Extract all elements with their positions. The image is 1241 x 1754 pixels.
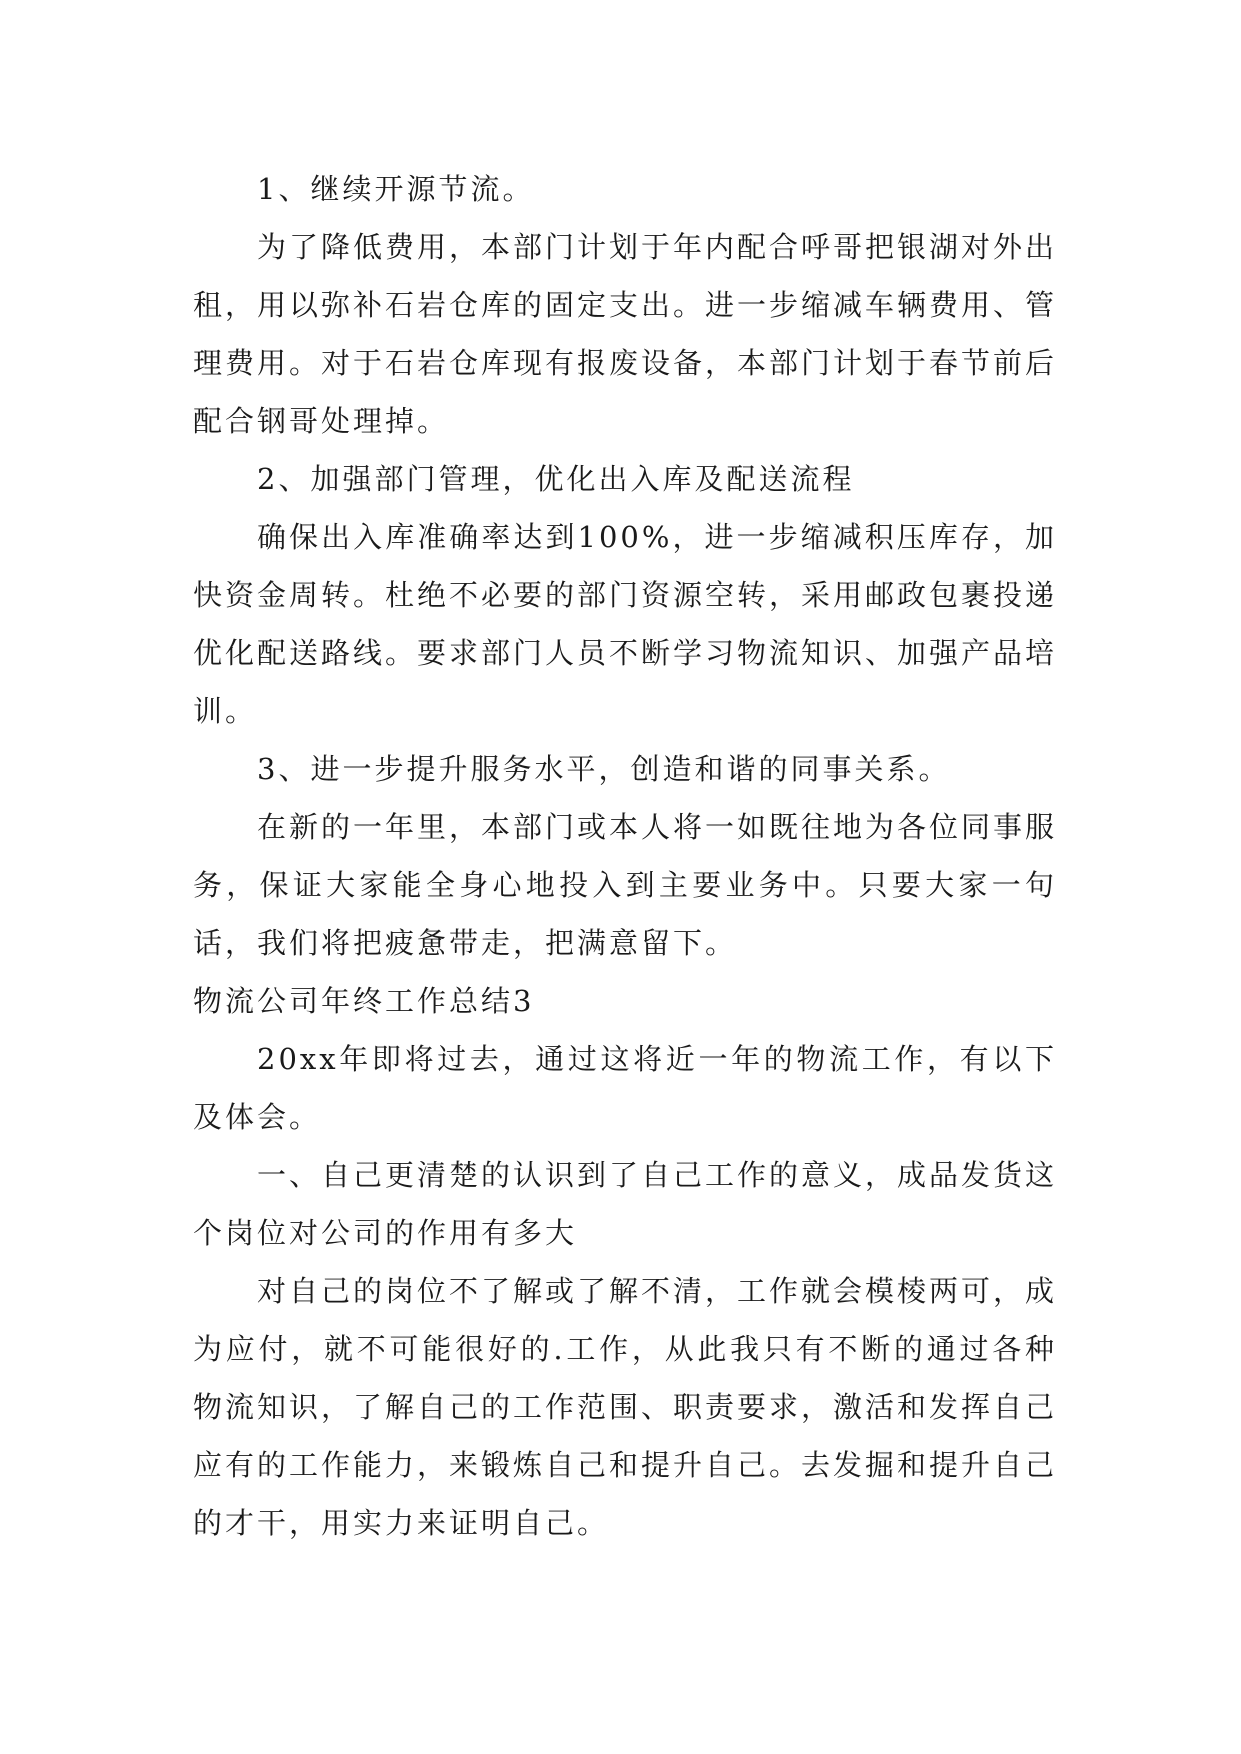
paragraph-point-one: 一、自己更清楚的认识到了自己工作的意义，成品发货这个岗位对公司的作用有多大 xyxy=(193,1158,1058,1250)
document-body xyxy=(193,160,1057,1552)
paragraph-service: 在新的一年里，本部门或本人将一如既往地为各位同事服务，保证大家能全身心地投入到主要业务中。只要大家一句话，我们将把疲惫带走，把满意留下。 xyxy=(193,810,1058,960)
paragraph-self-improvement: 对自己的岗位不了解或了解不清，工作就会模棱两可，成为应付，就不可能很好的.工作，从此我只有不断的通过各种物流知识，了解自己的工作范围、职责要求，激活和发挥自己应有的工作能力，来锻炼自己和提升自己。去发掘和提升自己的才干，用实力来证明自己。 xyxy=(193,1274,1058,1540)
list-item-2: 2、加强部门管理，优化出入库及配送流程 xyxy=(257,462,855,496)
paragraph-intro: 20xx年即将过去，通过这将近一年的物流工作，有以下及体会。 xyxy=(193,1042,1057,1134)
list-item-1: 1、继续开源节流。 xyxy=(257,172,535,206)
paragraph-warehouse-management: 确保出入库准确率达到100%，进一步缩减积压库存，加快资金周转。杜绝不必要的部门资源空转，采用邮政包裹投递优化配送路线。要求部门人员不断学习物流知识、加强产品培训。 xyxy=(193,520,1058,728)
section-heading: 物流公司年终工作总结3 xyxy=(193,984,535,1018)
list-item-3: 3、进一步提升服务水平，创造和谐的同事关系。 xyxy=(257,752,951,786)
paragraph-cost-reduction: 为了降低费用，本部门计划于年内配合呼哥把银湖对外出租，用以弥补石岩仓库的固定支出。进一步缩减车辆费用、管理费用。对于石岩仓库现有报废设备，本部门计划于春节前后配合钢哥处理掉。 xyxy=(193,230,1058,438)
